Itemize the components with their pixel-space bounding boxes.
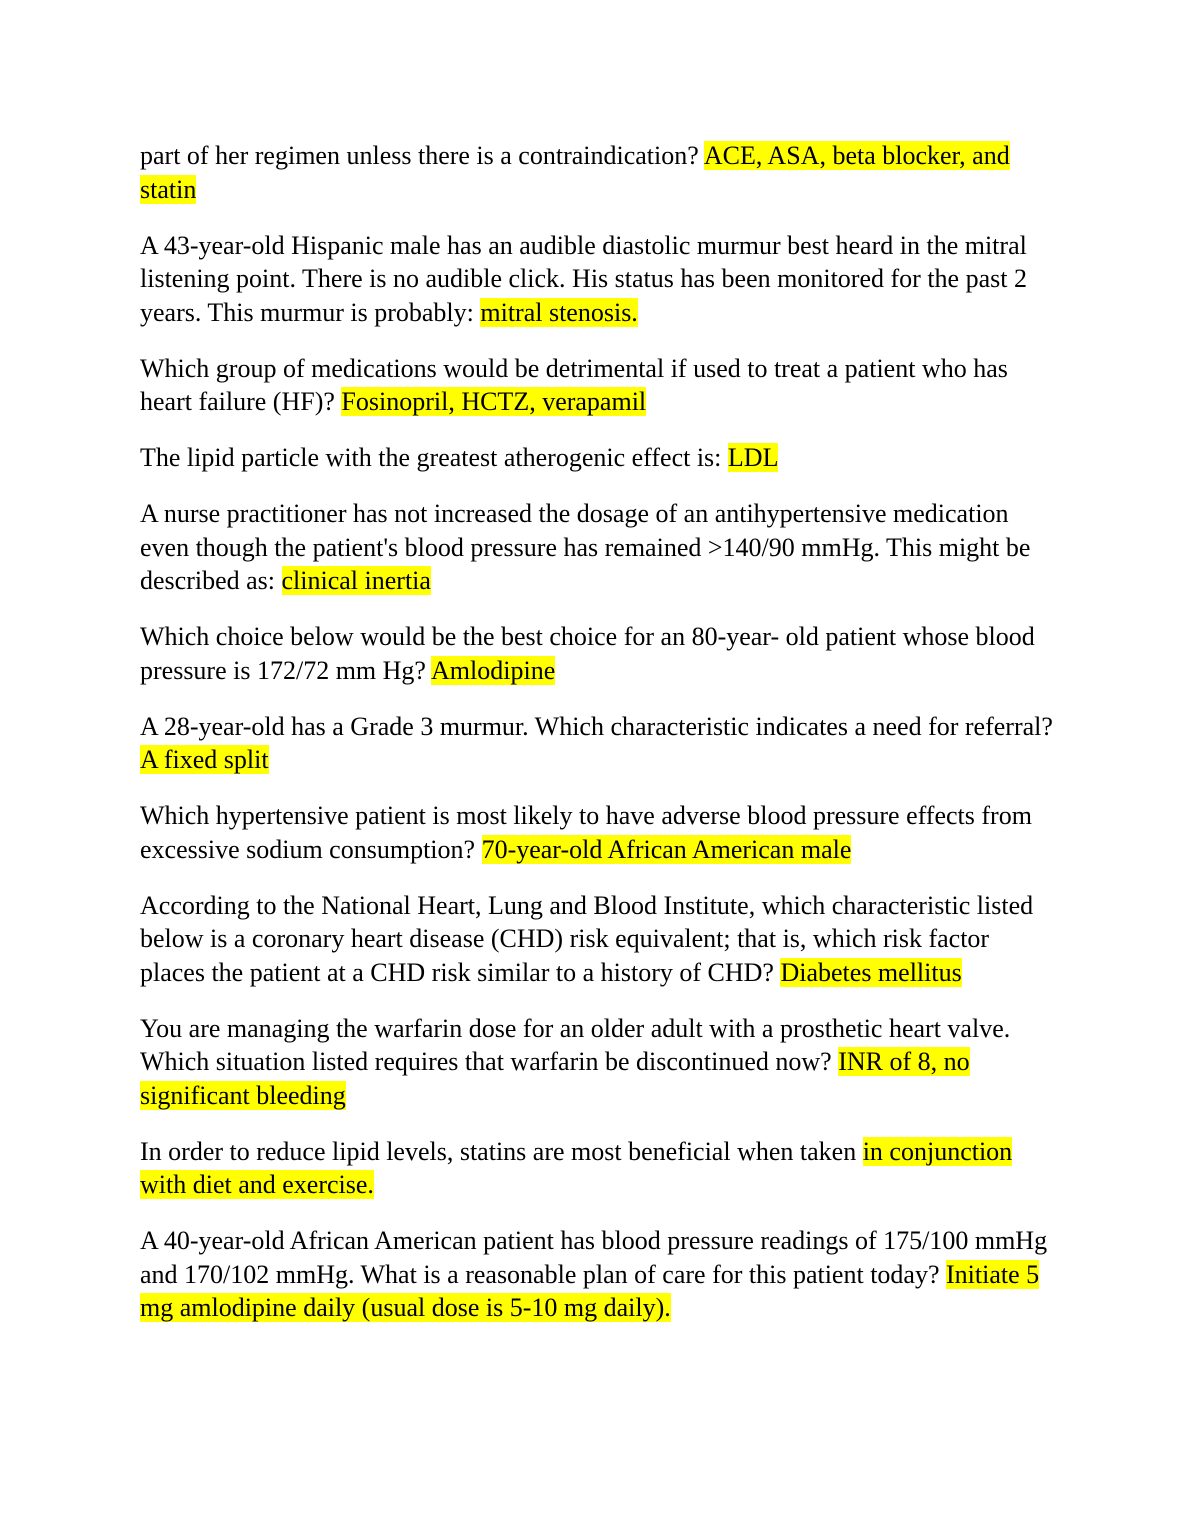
document-page [140, 139, 1055, 1347]
qa-item-1 [140, 139, 1055, 206]
question-text: A 40-year-old African American patient has blood pressure readings of 175/100 mmHg and 170/102 mmHg. What is a reasonable plan of care for this patient today? [140, 1226, 1048, 1289]
qa-item-4 [140, 441, 1055, 475]
highlighted-answer: Initiate 5 mg amlodipine daily (usual dose is 5-10 mg daily). [140, 1259, 1040, 1322]
qa-item-7 [140, 710, 1055, 777]
highlighted-answer: in conjunction with diet and exercise. [140, 1136, 1013, 1199]
qa-item-6 [140, 620, 1055, 687]
highlighted-answer: clinical inertia [281, 566, 431, 595]
highlighted-answer: mitral stenosis. [480, 297, 638, 327]
highlighted-answer: INR of 8, no significant bleeding [140, 1047, 970, 1110]
question-text: Which group of medications would be detrimental if used to treat a patient who has heart failure (HF)? [140, 353, 1008, 416]
qa-item-12 [140, 1224, 1055, 1325]
qa-item-5 [140, 497, 1055, 598]
qa-item-3 [140, 352, 1055, 419]
qa-item-10 [140, 1012, 1055, 1113]
question-text: A 43-year-old Hispanic male has an audible diastolic murmur best heard in the mitral listening point. There is no audible click. His status has been monitored for the past 2 years. This murmur is probably: [140, 230, 1027, 327]
highlighted-answer: Diabetes mellitus [780, 957, 962, 987]
qa-item-2 [140, 229, 1055, 330]
qa-item-9 [140, 889, 1055, 990]
highlighted-answer: Fosinopril, HCTZ, verapamil [341, 387, 647, 416]
qa-item-11 [140, 1135, 1055, 1202]
question-text: A nurse practitioner has not increased the dosage of an antihypertensive medication even though the patient's blood pressure has remained >140/90 mmHg. This might be described as: [140, 499, 1031, 595]
question-text: In order to reduce lipid levels, statins are most beneficial when taken [140, 1136, 863, 1166]
highlighted-answer: ACE, ASA, beta blocker, and statin [140, 141, 1010, 204]
question-text: You are managing the warfarin dose for an older adult with a prosthetic heart valve. Which situation listed requires that warfarin be discontinued now? [140, 1013, 1011, 1076]
question-text: Which choice below would be the best choice for an 80-year- old patient whose blood pressure is 172/72 mm Hg? [140, 622, 1035, 685]
question-text: According to the National Heart, Lung and Blood Institute, which characteristic listed below is a coronary heart disease (CHD) risk equivalent; that is, which risk factor places the patient at a CHD risk similar to a history of CHD? [140, 890, 1034, 987]
qa-item-8 [140, 799, 1055, 866]
highlighted-answer: LDL [727, 443, 779, 472]
highlighted-answer: Amlodipine [431, 655, 556, 685]
question-text: Which hypertensive patient is most likely to have adverse blood pressure effects from excessive sodium consumption? [140, 801, 1032, 864]
question-text: part of her regimen unless there is a contraindication? [140, 141, 704, 170]
question-text: The lipid particle with the greatest atherogenic effect is: [140, 443, 728, 472]
highlighted-answer: A fixed split [140, 745, 269, 774]
question-text: A 28-year-old has a Grade 3 murmur. Which characteristic indicates a need for referral? [140, 711, 1053, 741]
highlighted-answer: 70-year-old African American male [481, 834, 852, 864]
